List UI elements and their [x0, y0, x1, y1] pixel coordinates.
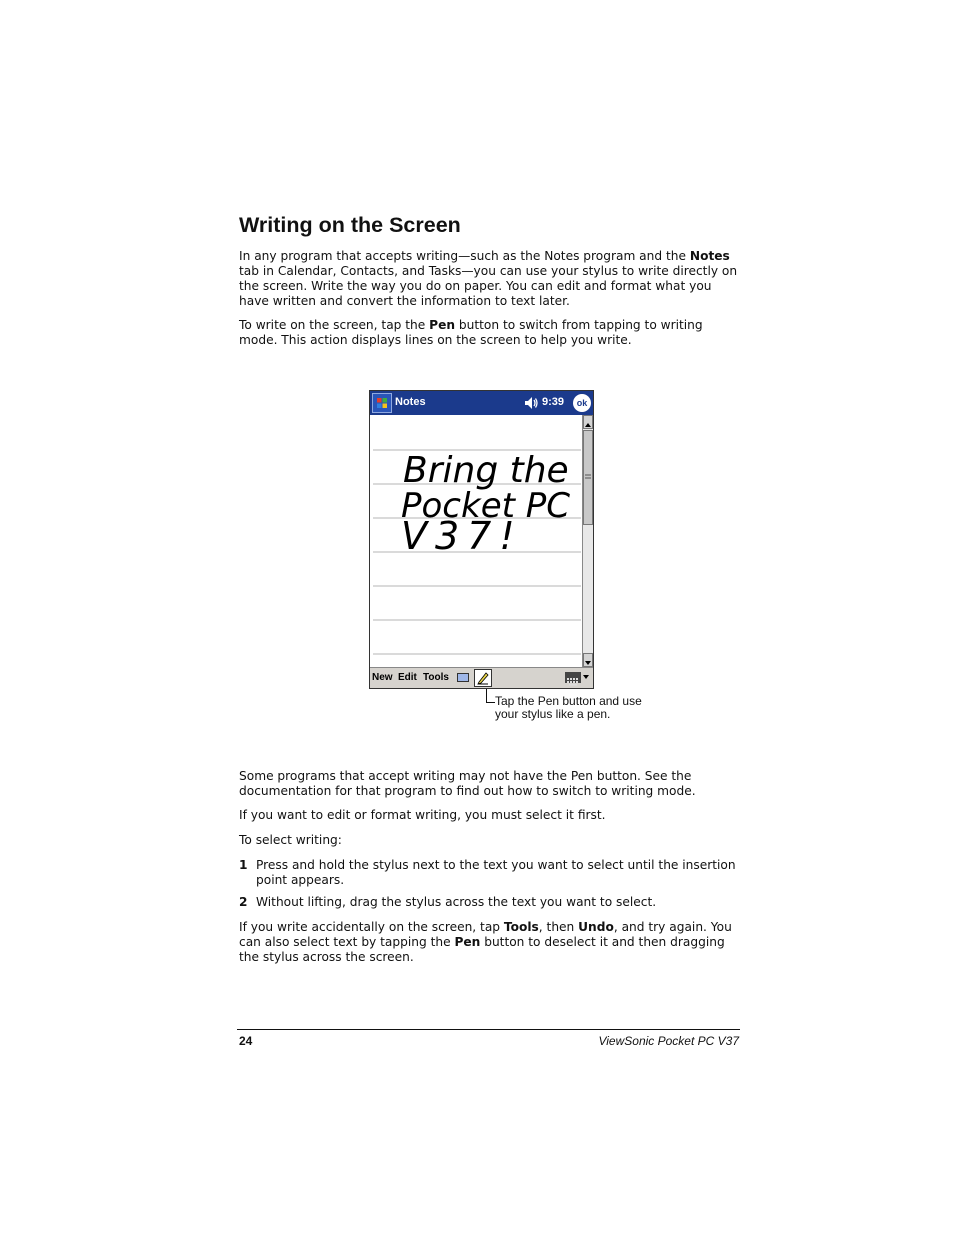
callout-line-1: Tap the Pen button and use: [495, 694, 642, 708]
scroll-up-button[interactable]: [583, 415, 593, 429]
step-number: 1: [239, 858, 248, 872]
handwriting-line-3: V37!: [401, 514, 523, 558]
intro-bold-notes: Notes: [689, 249, 730, 263]
pen-button-callout: [495, 695, 642, 721]
footer-rule: [237, 1029, 740, 1030]
pen-text-c: button to switch from tapping to writing mode. This action displays lines on the screen to help you write.: [239, 318, 703, 347]
undo-bold-pen: Pen: [454, 935, 481, 949]
menu-new[interactable]: New: [372, 672, 393, 683]
footer-product-name: ViewSonic Pocket PC V37: [598, 1034, 739, 1048]
clock[interactable]: 9:39: [542, 396, 565, 408]
scroll-down-button[interactable]: [583, 653, 593, 667]
menu-tools[interactable]: Tools: [423, 672, 449, 683]
vertical-scrollbar[interactable]: [582, 415, 593, 667]
windows-start-icon[interactable]: [372, 393, 392, 413]
page-title: Writing on the Screen: [239, 213, 461, 237]
select-first-paragraph: If you want to edit or format writing, you must select it first.: [239, 808, 606, 822]
pen-bold-pen: Pen: [429, 318, 456, 332]
undo-bold-undo: Undo: [578, 920, 614, 934]
scroll-thumb[interactable]: [583, 430, 593, 525]
pen-paragraph: [239, 318, 739, 348]
intro-text-c: tab in Calendar, Contacts, and Tasks—you can use your stylus to write directly on the screen. Write the way you do on paper. You can edit and format what you have written and convert the information to text later.: [239, 264, 738, 308]
device-screenshot: [369, 390, 594, 689]
pen-button[interactable]: [474, 669, 492, 687]
writing-area[interactable]: [370, 415, 582, 667]
undo-paragraph: [239, 920, 739, 965]
input-method-icon[interactable]: [457, 673, 469, 682]
no-pen-paragraph: Some programs that accept writing may not have the Pen button. See the documentation for that program to find out how to switch to writing mode.: [239, 769, 696, 798]
handwriting-line-1: Bring the: [403, 450, 569, 491]
app-title: Notes: [395, 396, 426, 408]
step-text: Press and hold the stylus next to the text you want to select until the insertion point appears.: [256, 858, 736, 887]
menu-edit[interactable]: Edit: [398, 672, 417, 683]
intro-text-a: In any program that accepts writing—such as the Notes program and the: [239, 249, 690, 263]
device-title-bar: [370, 391, 593, 415]
handwriting-line-2: Pocket PC: [401, 486, 570, 526]
step-text: Without lifting, drag the stylus across the text you want to select.: [256, 895, 657, 909]
pen-text-a: To write on the screen, tap the: [239, 318, 430, 332]
select-writing-heading: To select writing:: [239, 833, 342, 847]
intro-paragraph: [239, 249, 739, 309]
callout-leader-line: [486, 689, 495, 703]
keyboard-icon[interactable]: [565, 672, 581, 683]
ok-button[interactable]: ok: [573, 394, 591, 412]
undo-bold-tools: Tools: [503, 920, 539, 934]
page-number: 24: [239, 1034, 253, 1048]
speaker-icon[interactable]: [523, 395, 539, 411]
callout-line-2: your stylus like a pen.: [495, 707, 611, 721]
undo-text-g: button to deselect it and then dragging the stylus across the screen.: [239, 935, 725, 964]
input-selector-arrow-icon[interactable]: [583, 675, 589, 679]
step-number: 2: [239, 895, 248, 909]
undo-text-c: , then: [538, 920, 579, 934]
undo-text-a: If you write accidentally on the screen, tap: [239, 920, 504, 934]
device-menu-bar: [370, 667, 593, 688]
undo-text-e: , and try again. You can also select text by tapping the: [239, 920, 732, 949]
